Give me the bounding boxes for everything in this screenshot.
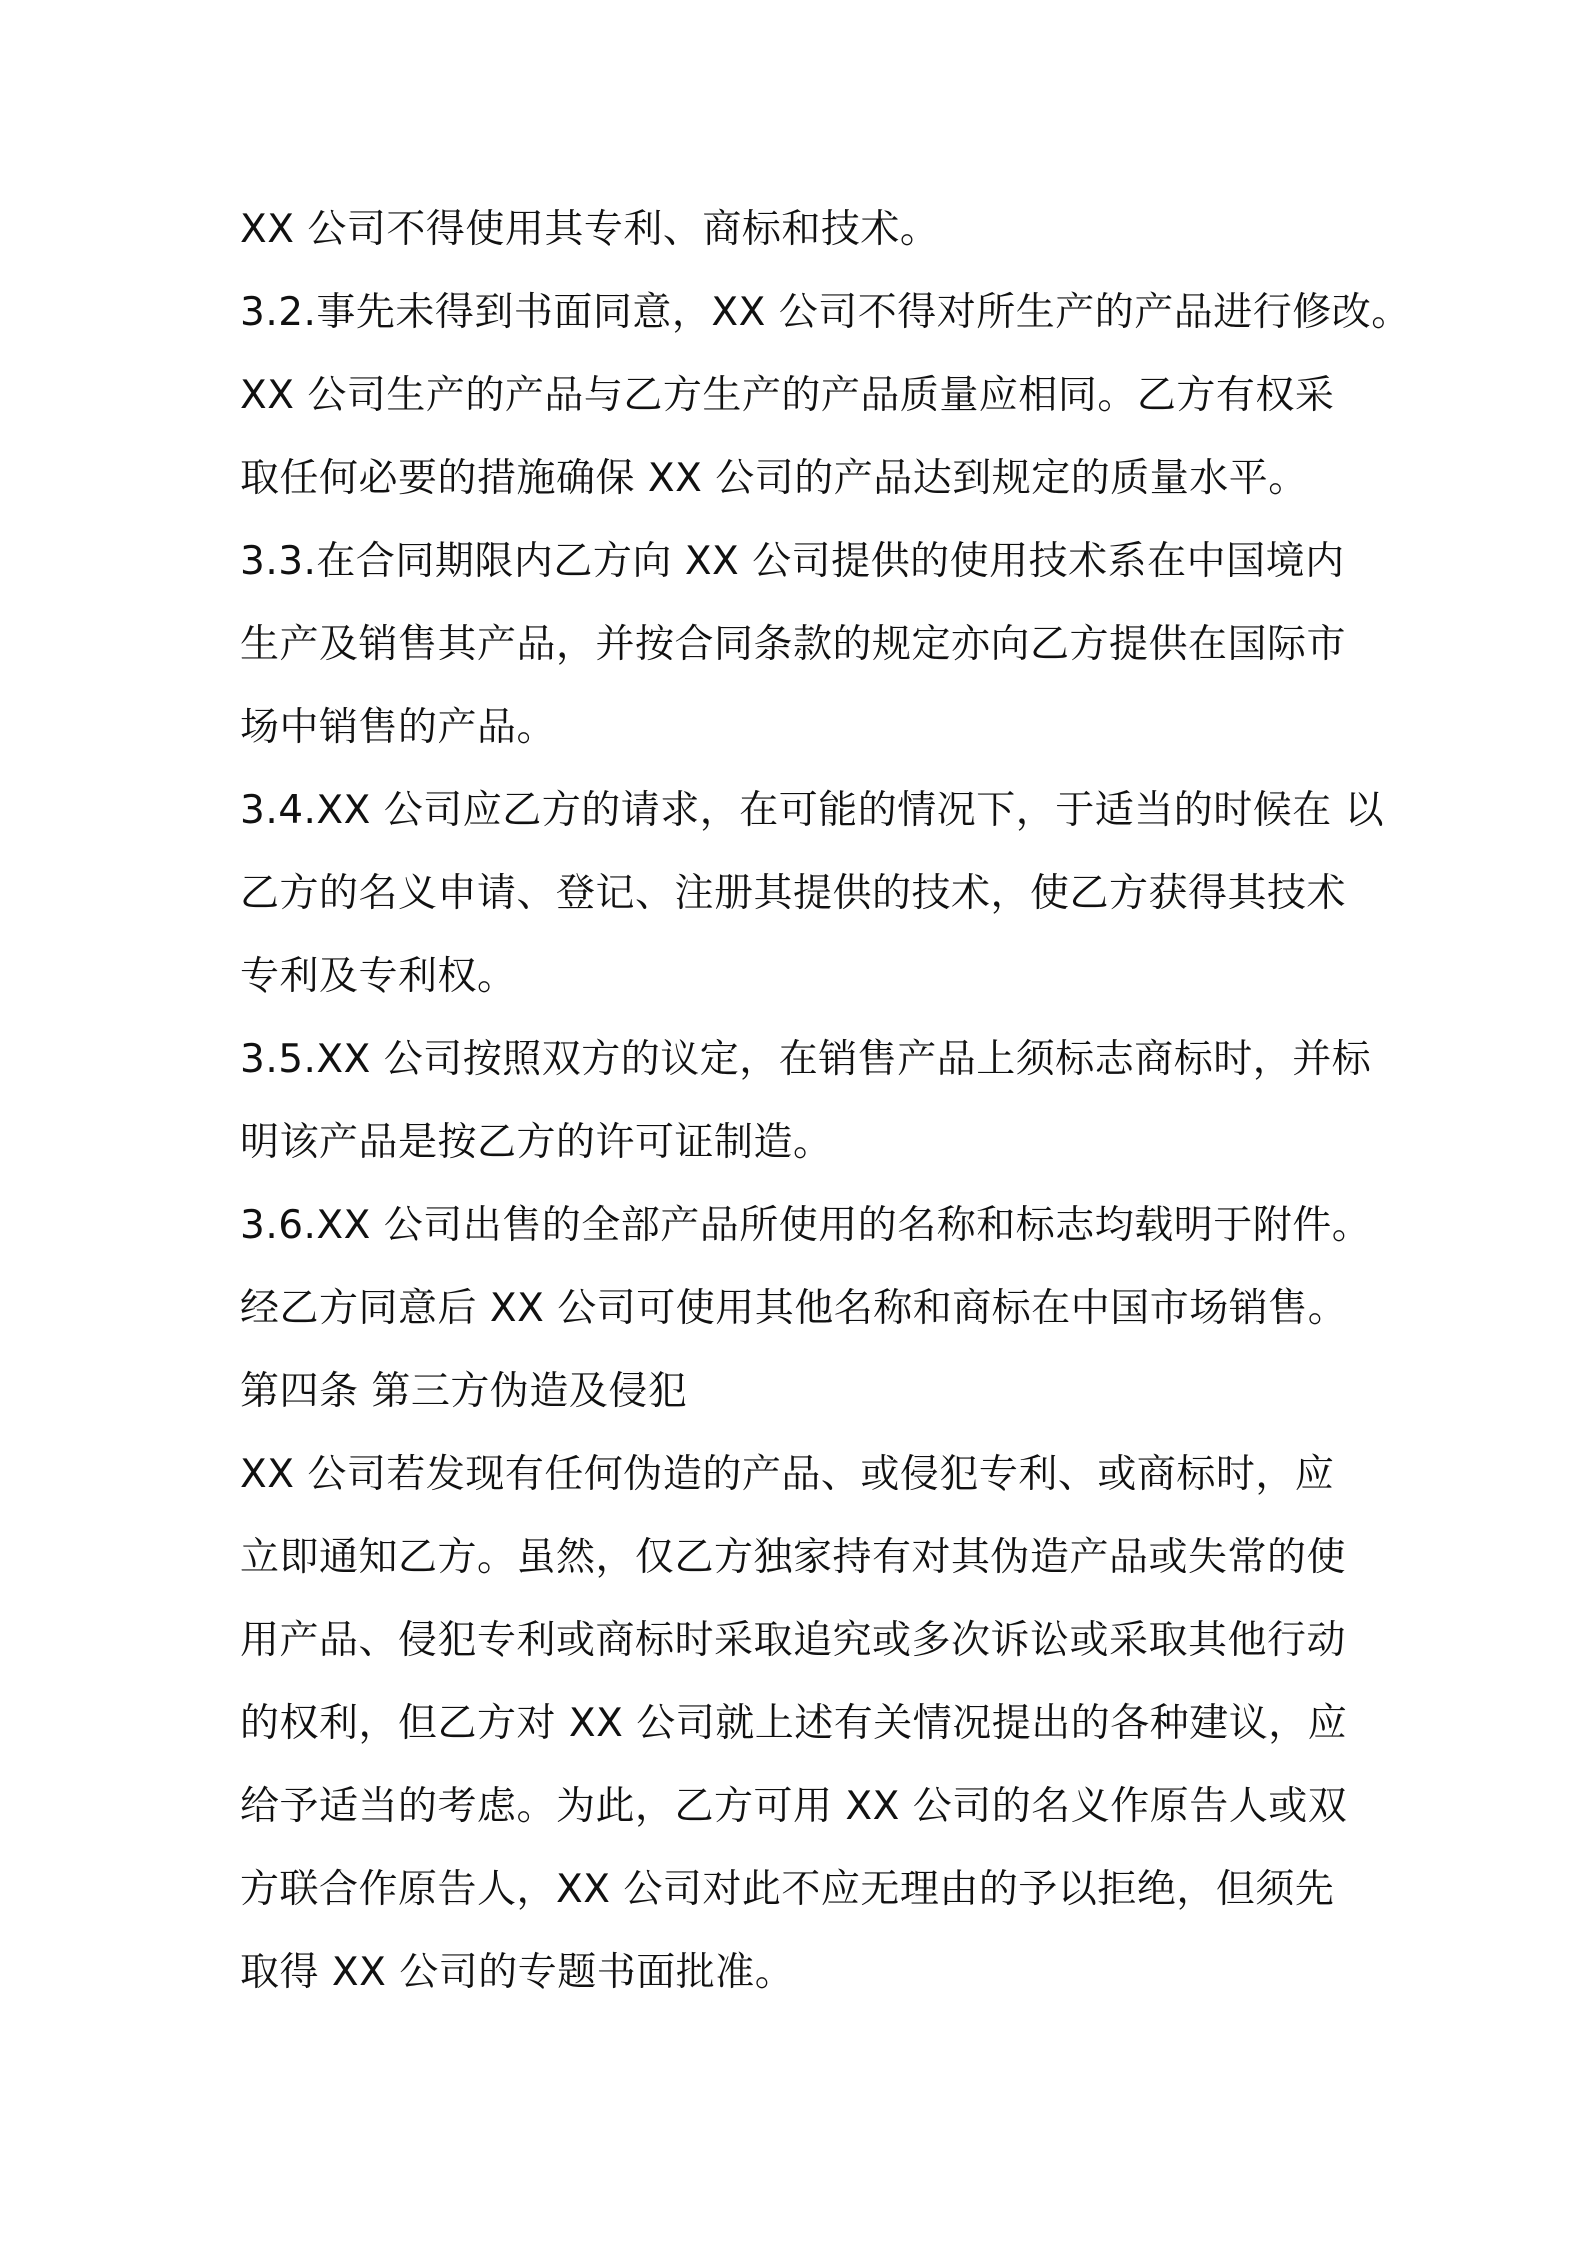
text-line: 明该产品是按乙方的许可证制造。 — [240, 1120, 833, 1165]
text-line: 3.4.XX 公司应乙方的请求，在可能的情况下，于适当的时候在 以 — [240, 788, 1385, 833]
text-line: 3.3.在合同期限内乙方向 XX 公司提供的使用技术系在中国境内 — [240, 539, 1345, 584]
text-line: 3.2.事先未得到书面同意，XX 公司不得对所生产的产品进行修改。 — [240, 290, 1411, 335]
text-line: XX 公司生产的产品与乙方生产的产品质量应相同。乙方有权采 — [240, 373, 1335, 418]
text-line: XX 公司不得使用其专利、商标和技术。 — [240, 207, 940, 252]
text-line: 3.5.XX 公司按照双方的议定，在销售产品上须标志商标时，并标 — [240, 1037, 1372, 1082]
text-line: 立即通知乙方。虽然，仅乙方独家持有对其伪造产品或失常的使 — [240, 1535, 1347, 1580]
text-line: XX 公司若发现有任何伪造的产品、或侵犯专利、或商标时，应 — [240, 1452, 1335, 1497]
text-line: 给予适当的考虑。为此，乙方可用 XX 公司的名义作原告人或双 — [240, 1784, 1348, 1829]
text-line: 生产及销售其产品，并按合同条款的规定亦向乙方提供在国际市 — [240, 622, 1347, 667]
text-line: 3.6.XX 公司出售的全部产品所使用的名称和标志均载明于附件。 — [240, 1203, 1372, 1248]
text-line: 取任何必要的措施确保 XX 公司的产品达到规定的质量水平。 — [240, 456, 1308, 501]
text-line: 经乙方同意后 XX 公司可使用其他名称和商标在中国市场销售。 — [240, 1286, 1348, 1331]
text-line: 专利及专利权。 — [240, 954, 517, 999]
text-line: 场中销售的产品。 — [240, 705, 557, 750]
body-text — [240, 188, 1411, 2014]
section-heading: 第四条 第三方伪造及侵犯 — [240, 1369, 688, 1414]
text-line: 用产品、侵犯专利或商标时采取追究或多次诉讼或采取其他行动 — [240, 1618, 1347, 1663]
text-line: 乙方的名义申请、登记、注册其提供的技术，使乙方获得其技术 — [240, 871, 1347, 916]
text-line: 方联合作原告人，XX 公司对此不应无理由的予以拒绝，但须先 — [240, 1867, 1335, 1912]
text-line: 的权利，但乙方对 XX 公司就上述有关情况提出的各种建议，应 — [240, 1701, 1348, 1746]
text-line: 取得 XX 公司的专题书面批准。 — [240, 1950, 795, 1995]
